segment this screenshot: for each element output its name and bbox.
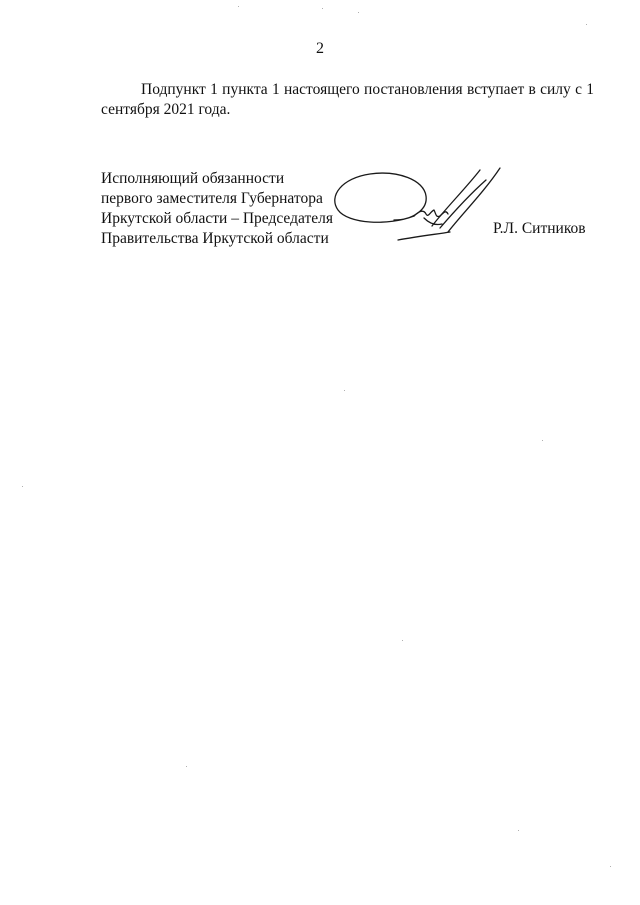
scan-speck [542,440,543,441]
scan-speck [358,12,359,13]
scan-speck [322,8,323,9]
scan-speck [344,390,345,391]
signatory-title-line: первого заместителя Губернатора [101,190,323,207]
paragraph: Подпункт 1 пункта 1 настоящего постановления вступает в силу с 1 сентября 2021 года. [101,81,594,118]
handwritten-signature [328,158,508,250]
signatory-title-line: Иркутской области – Председателя [101,210,333,227]
signatory-title [101,169,333,249]
scan-speck [610,866,611,867]
scan-speck [586,24,587,25]
scan-speck [22,486,23,487]
scan-speck [186,766,187,767]
scan-speck [402,640,403,641]
signatory-name: Р.Л. Ситников [493,220,586,237]
signatory-title-line: Правительства Иркутской области [101,230,329,247]
page-number: 2 [316,40,324,57]
scan-speck [518,830,519,831]
scan-speck [238,6,239,7]
document-body [101,80,594,120]
signatory-title-line: Исполняющий обязанности [101,170,285,187]
